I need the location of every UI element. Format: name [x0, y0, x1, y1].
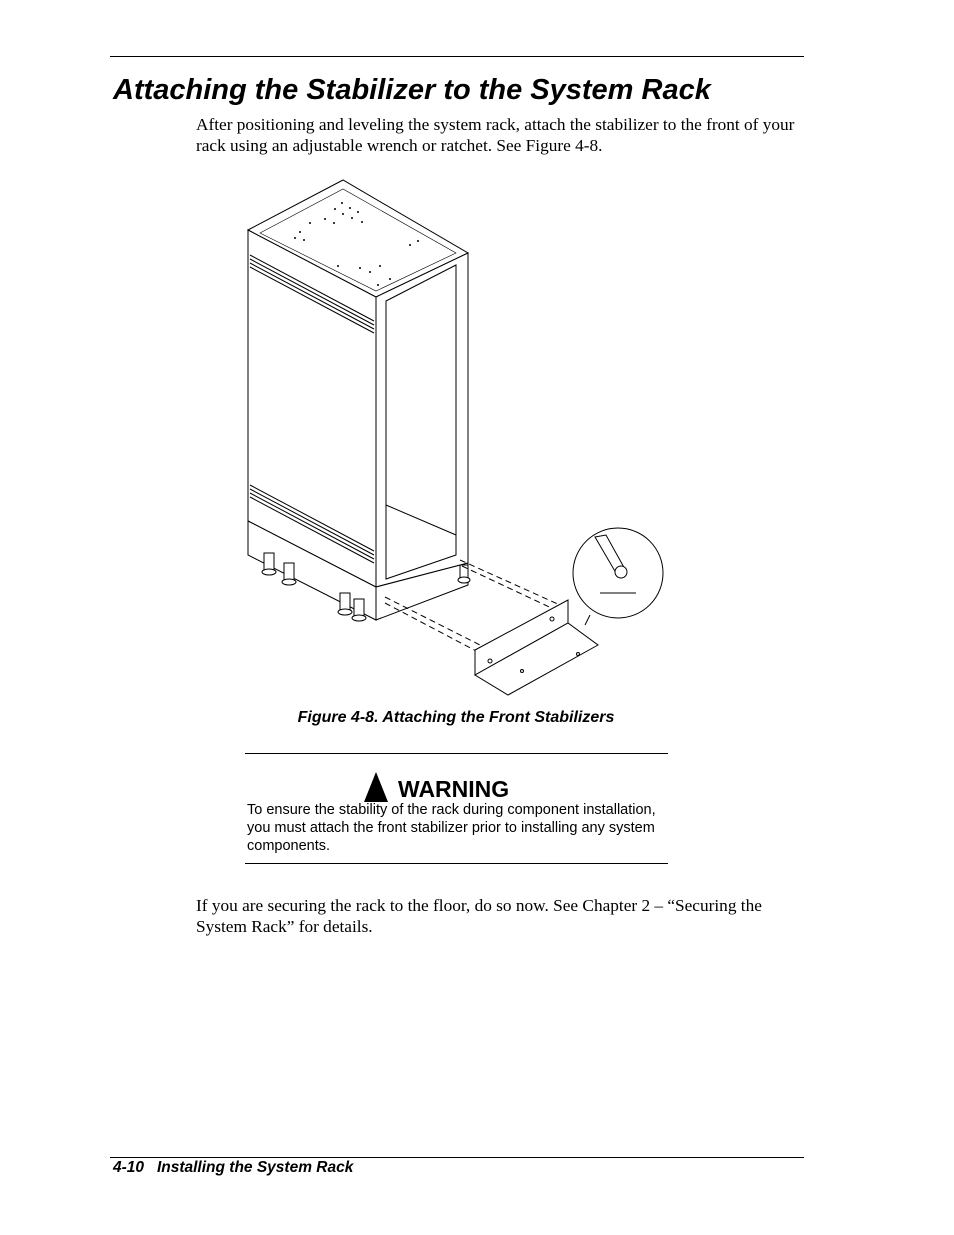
- page-footer: [113, 1159, 353, 1177]
- footer-rule: [110, 1157, 804, 1158]
- footer-section-title: Installing the System Rack: [156, 1159, 354, 1176]
- header-rule: [110, 56, 804, 57]
- warning-top-rule: [245, 753, 668, 754]
- warning-triangle-icon: [364, 772, 388, 802]
- warning-text: To ensure the stability of the rack during component installation, you must attach the front stabilizer prior to installing any system components.: [247, 802, 656, 854]
- warning-header: [364, 766, 509, 802]
- rack-stabilizer-illustration: [240, 175, 670, 705]
- page-number: 4-10: [113, 1159, 145, 1176]
- second-paragraph: If you are securing the rack to the floor, do so now. See Chapter 2 – “Securing the System Rack” for details.: [196, 896, 762, 936]
- figure-caption: Figure 4-8. Attaching the Front Stabilizers: [297, 709, 615, 726]
- warning-title: WARNING: [398, 776, 510, 802]
- warning-bottom-rule: [245, 863, 668, 864]
- intro-paragraph: After positioning and leveling the system rack, attach the stabilizer to the front of your rack using an adjustable wrench or ratchet. See Figure 4-8.: [196, 115, 795, 155]
- page-heading: Attaching the Stabilizer to the System Rack: [113, 74, 711, 106]
